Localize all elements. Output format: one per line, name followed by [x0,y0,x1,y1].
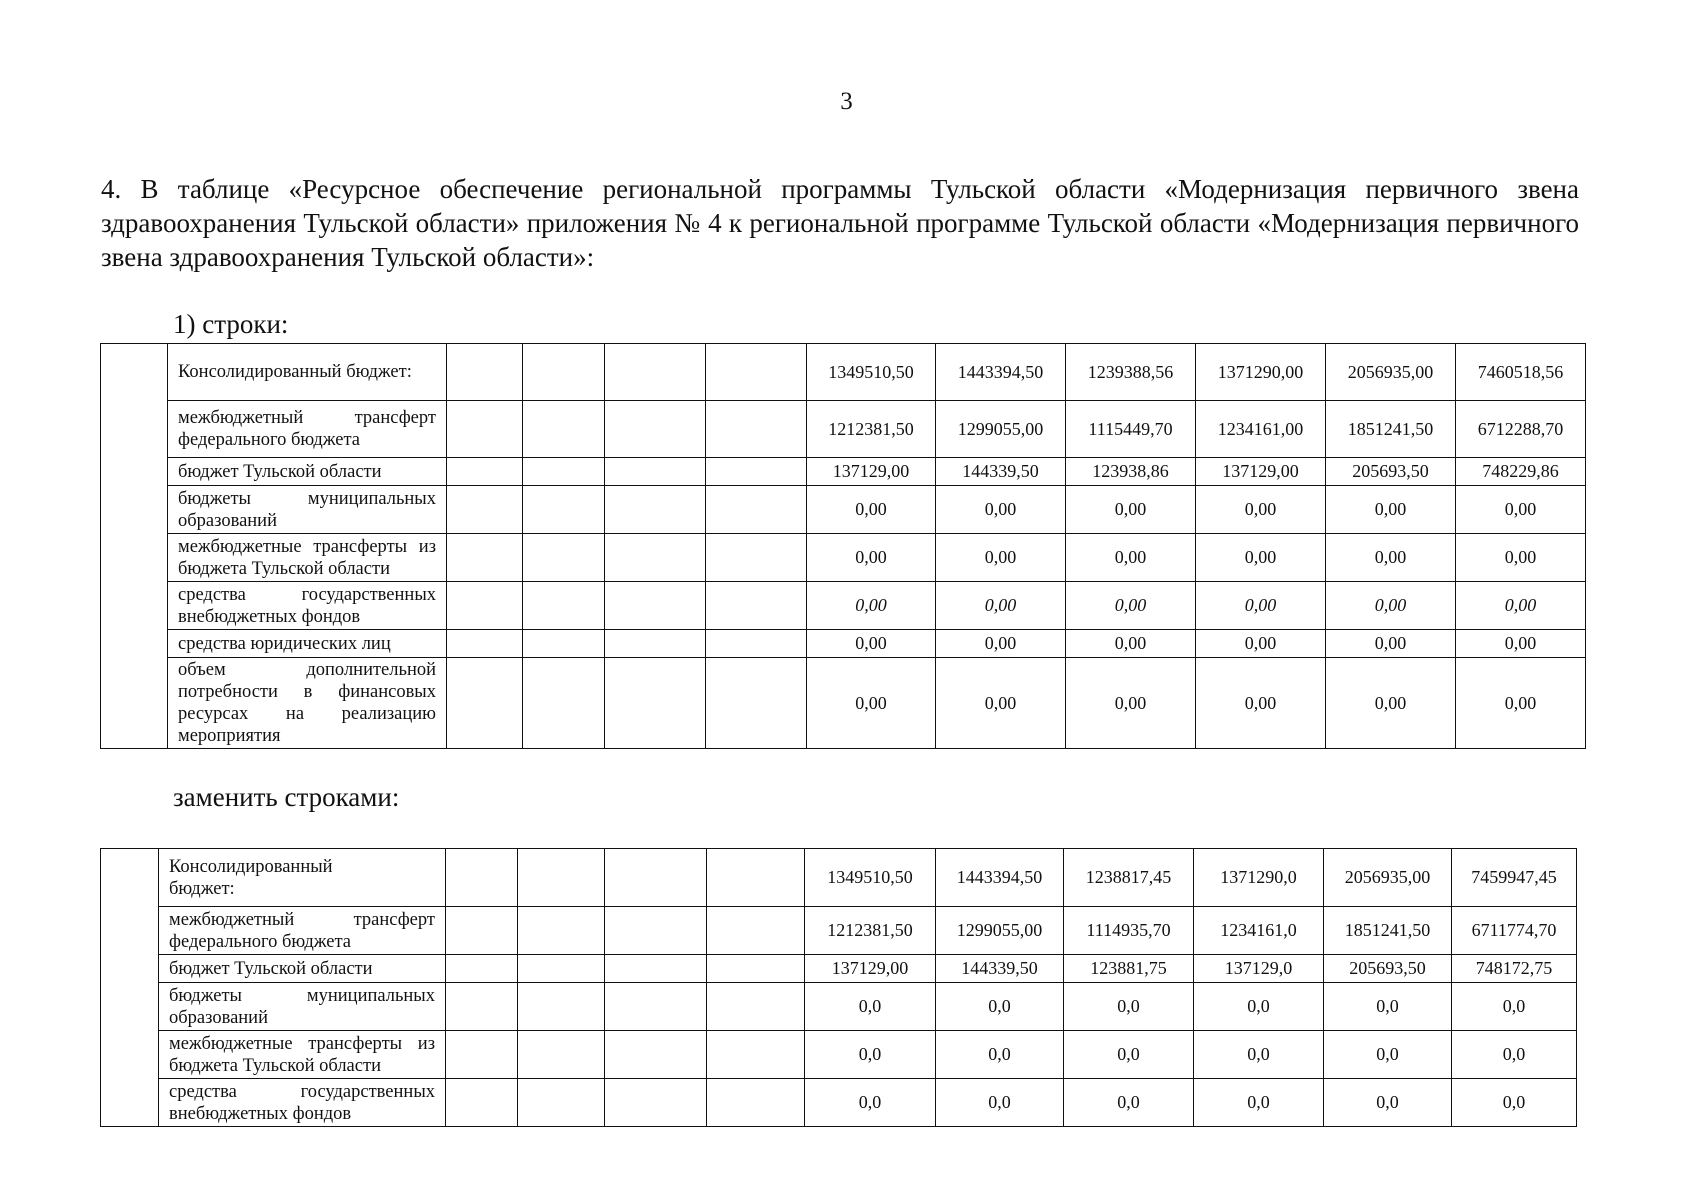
value-cell: 0,00 [1066,582,1196,630]
value-cell: 0,0 [805,983,936,1031]
empty-cell [447,344,523,401]
value-cell: 1371290,00 [1196,344,1326,401]
value-cell: 137129,00 [1196,458,1326,486]
value-cell: 0,00 [1456,658,1586,749]
value-cell: 0,0 [1324,1079,1452,1127]
row-number-cell [101,849,159,1127]
row-name-cell: Консолидированный бюджет: [159,849,446,907]
value-cell: 748229,86 [1456,458,1586,486]
value-cell: 0,00 [1196,630,1326,658]
value-cell: 0,00 [807,658,936,749]
value-cell: 144339,50 [936,955,1064,983]
table-row [101,458,1586,486]
empty-cell [706,582,807,630]
value-cell: 0,0 [1452,1031,1577,1079]
value-cell: 6712288,70 [1456,401,1586,458]
empty-cell [447,658,523,749]
empty-cell [707,907,805,955]
empty-cell [706,658,807,749]
table-row [101,486,1586,534]
value-cell: 0,0 [805,1031,936,1079]
empty-cell [518,1031,605,1079]
value-cell: 0,0 [936,1031,1064,1079]
value-cell: 0,0 [1194,1031,1324,1079]
value-cell: 0,0 [1064,1031,1194,1079]
empty-cell [518,983,605,1031]
empty-cell [446,907,518,955]
empty-cell [605,658,706,749]
value-cell: 123938,86 [1066,458,1196,486]
value-cell: 0,00 [807,486,936,534]
empty-cell [523,582,605,630]
table-row [101,955,1577,983]
table-row [101,983,1577,1031]
replacement-rows-label: заменить строками: [173,782,400,812]
value-cell: 0,0 [936,1079,1064,1127]
value-cell: 0,00 [1326,582,1456,630]
empty-cell [447,486,523,534]
value-cell: 0,0 [1324,1031,1452,1079]
empty-cell [707,849,805,907]
value-cell: 1212381,50 [805,907,936,955]
value-cell: 1349510,50 [805,849,936,907]
value-cell: 1851241,50 [1324,907,1452,955]
empty-cell [518,955,605,983]
row-name-cell: бюджет Тульской области [159,955,446,983]
empty-cell [447,458,523,486]
value-cell: 0,00 [1066,486,1196,534]
page-number: 3 [840,88,853,115]
replacement-rows-table [100,848,1577,1127]
table-row [101,630,1586,658]
row-name-cell: бюджеты муниципальных образований [168,486,447,534]
empty-cell [706,458,807,486]
value-cell: 0,0 [1194,1079,1324,1127]
value-cell: 748172,75 [1452,955,1577,983]
empty-cell [446,955,518,983]
row-name-cell: бюджеты муниципальных образований [159,983,446,1031]
value-cell: 1234161,00 [1196,401,1326,458]
row-name-cell: межбюджетный трансферт федерального бюджета [159,907,446,955]
value-cell: 0,00 [936,630,1066,658]
value-cell: 1239388,56 [1066,344,1196,401]
value-cell: 1114935,70 [1064,907,1194,955]
empty-cell [605,458,706,486]
value-cell: 0,00 [1066,534,1196,582]
table-row [101,658,1586,749]
empty-cell [523,658,605,749]
empty-cell [446,1079,518,1127]
empty-cell [707,983,805,1031]
empty-cell [446,983,518,1031]
empty-cell [523,486,605,534]
value-cell: 0,0 [936,983,1064,1031]
empty-cell [605,582,706,630]
empty-cell [605,534,706,582]
value-cell: 1238817,45 [1064,849,1194,907]
intro-paragraph: 4. В таблице «Ресурсное обеспечение региональной программы Тульской области «Модернизация первичного звена здравоохранения Тульской области» приложения № 4 к региональной программе Тульской области «Модернизация первичного звена здравоохранения Тульской области»: [101,174,1579,272]
value-cell: 137129,0 [1194,955,1324,983]
empty-cell [523,630,605,658]
value-cell: 0,00 [1456,630,1586,658]
empty-cell [518,849,605,907]
value-cell: 0,00 [1066,658,1196,749]
value-cell: 0,00 [1196,486,1326,534]
value-cell: 0,00 [1326,534,1456,582]
value-cell: 0,0 [805,1079,936,1127]
empty-cell [605,955,707,983]
empty-cell [446,849,518,907]
value-cell: 0,00 [1066,630,1196,658]
value-cell: 1851241,50 [1326,401,1456,458]
row-name-cell: объем дополнительной потребности в финансовых ресурсах на реализацию мероприятия [168,658,447,749]
row-name-cell: средства государственных внебюджетных фондов [159,1079,446,1127]
empty-cell [605,630,706,658]
value-cell: 1443394,50 [936,344,1066,401]
row-name-cell: межбюджетный трансферт федерального бюджета [168,401,447,458]
original-rows-table [100,343,1586,749]
value-cell: 7460518,56 [1456,344,1586,401]
value-cell: 0,00 [936,582,1066,630]
empty-cell [605,907,707,955]
value-cell: 0,00 [1456,486,1586,534]
value-cell: 0,00 [936,658,1066,749]
value-cell: 0,00 [1326,630,1456,658]
empty-cell [605,401,706,458]
value-cell: 1115449,70 [1066,401,1196,458]
value-cell: 7459947,45 [1452,849,1577,907]
empty-cell [707,1079,805,1127]
table-row [101,907,1577,955]
value-cell: 0,00 [807,630,936,658]
value-cell: 0,00 [1196,658,1326,749]
table-row [101,1031,1577,1079]
empty-cell [706,534,807,582]
empty-cell [706,486,807,534]
value-cell: 0,00 [1456,582,1586,630]
value-cell: 0,00 [936,534,1066,582]
empty-cell [706,630,807,658]
value-cell: 2056935,00 [1324,849,1452,907]
row-name-cell: бюджет Тульской области [168,458,447,486]
value-cell: 144339,50 [936,458,1066,486]
empty-cell [605,1031,707,1079]
empty-cell [447,630,523,658]
table-row [101,401,1586,458]
value-cell: 6711774,70 [1452,907,1577,955]
value-cell: 0,00 [1456,534,1586,582]
empty-cell [605,1079,707,1127]
table-row [101,1079,1577,1127]
value-cell: 2056935,00 [1326,344,1456,401]
value-cell: 1212381,50 [807,401,936,458]
row-name-cell: средства юридических лиц [168,630,447,658]
empty-cell [447,582,523,630]
value-cell: 0,0 [1194,983,1324,1031]
table-row [101,582,1586,630]
empty-cell [523,458,605,486]
empty-cell [447,534,523,582]
value-cell: 0,00 [1196,534,1326,582]
value-cell: 123881,75 [1064,955,1194,983]
value-cell: 1299055,00 [936,401,1066,458]
row-name-cell: Консолидированный бюджет: [168,344,447,401]
empty-cell [518,907,605,955]
value-cell: 1299055,00 [936,907,1064,955]
value-cell: 205693,50 [1326,458,1456,486]
empty-cell [605,849,707,907]
value-cell: 0,00 [1326,486,1456,534]
row-name-cell: межбюджетные трансферты из бюджета Тульской области [168,534,447,582]
empty-cell [605,344,706,401]
empty-cell [446,1031,518,1079]
value-cell: 1349510,50 [807,344,936,401]
empty-cell [605,983,707,1031]
empty-cell [706,401,807,458]
empty-cell [447,401,523,458]
empty-cell [523,401,605,458]
value-cell: 1443394,50 [936,849,1064,907]
value-cell: 0,0 [1452,1079,1577,1127]
row-name-cell: средства государственных внебюджетных фондов [168,582,447,630]
empty-cell [518,1079,605,1127]
table-row [101,534,1586,582]
value-cell: 137129,00 [807,458,936,486]
value-cell: 0,00 [807,534,936,582]
value-cell: 0,0 [1064,1079,1194,1127]
table-row [101,849,1577,907]
value-cell: 205693,50 [1324,955,1452,983]
empty-cell [605,486,706,534]
empty-cell [523,344,605,401]
value-cell: 1234161,0 [1194,907,1324,955]
value-cell: 0,00 [807,582,936,630]
row-number-cell [101,344,168,749]
value-cell: 0,0 [1452,983,1577,1031]
empty-cell [707,955,805,983]
table-row [101,344,1586,401]
row-name-cell: межбюджетные трансферты из бюджета Тульской области [159,1031,446,1079]
value-cell: 0,0 [1324,983,1452,1031]
value-cell: 137129,00 [805,955,936,983]
original-rows-label: 1) строки: [173,309,289,339]
value-cell: 0,00 [1326,658,1456,749]
value-cell: 0,00 [1196,582,1326,630]
empty-cell [707,1031,805,1079]
value-cell: 0,00 [936,486,1066,534]
value-cell: 1371290,0 [1194,849,1324,907]
empty-cell [706,344,807,401]
value-cell: 0,0 [1064,983,1194,1031]
empty-cell [523,534,605,582]
